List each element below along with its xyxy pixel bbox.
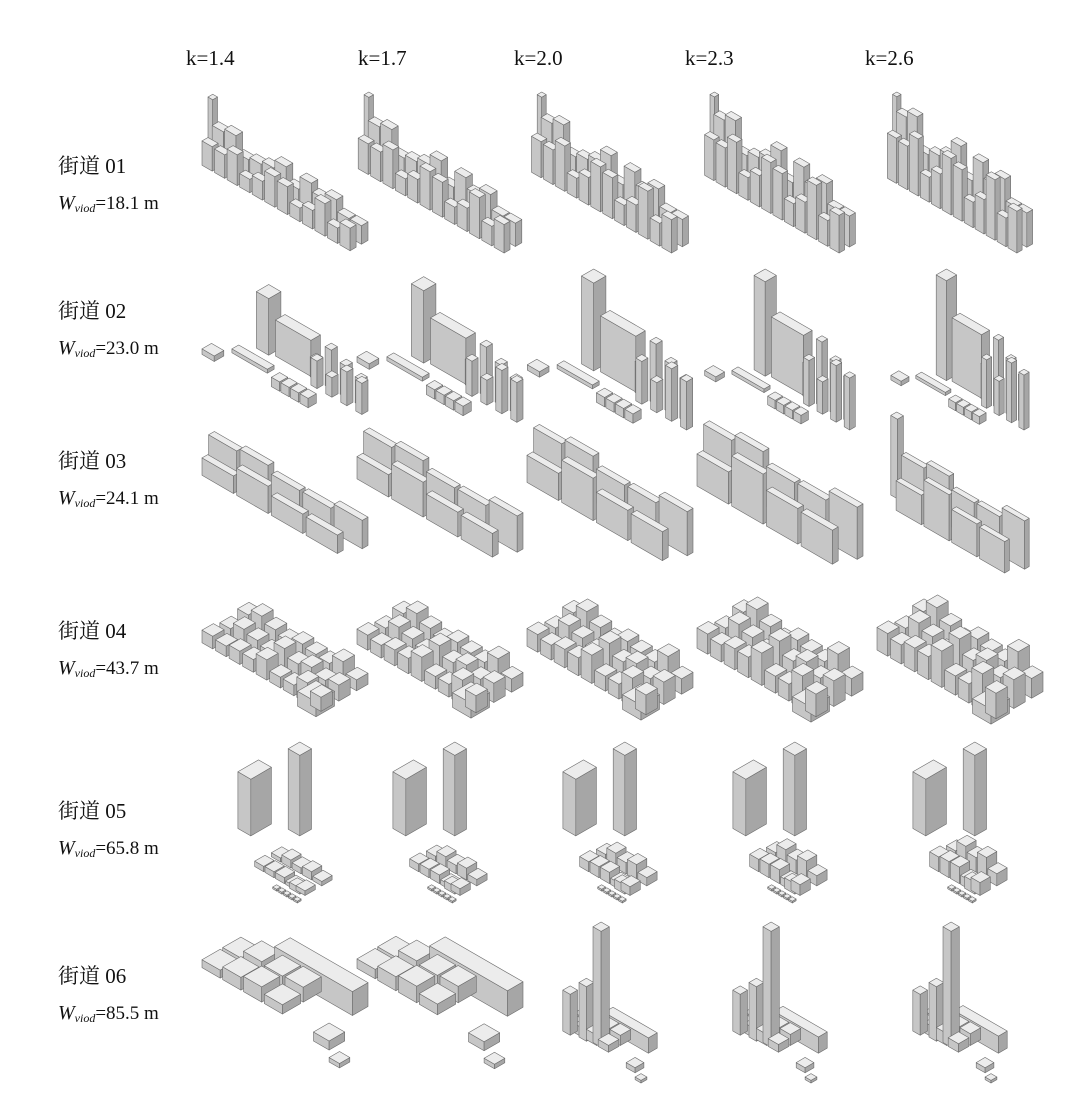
massing-model-街道-03-k1 <box>195 405 375 580</box>
massing-model-街道-05-k5 <box>870 735 1050 910</box>
massing-model-街道-05-k4 <box>690 735 870 910</box>
street-width: $W_{viod}=85.5$ m <box>58 1002 159 1025</box>
column-label-k2: k=1.7 <box>358 46 407 70</box>
massing-model-街道-03-k2 <box>350 405 530 580</box>
column-label-k5: k=2.6 <box>865 46 914 70</box>
massing-model-街道-01-k3 <box>520 85 700 260</box>
massing-model-街道-03-k4 <box>690 405 870 580</box>
street-name: 街道 04 <box>58 619 127 643</box>
massing-model-街道-01-k4 <box>690 85 870 260</box>
street-name: 街道 02 <box>58 299 127 323</box>
row-label-street-03 <box>58 445 208 511</box>
row-label-street-04 <box>58 615 208 681</box>
street-width: $W_{viod}=65.8$ m <box>58 837 159 860</box>
street-width: $W_{viod}=18.1$ m <box>58 192 159 215</box>
massing-model-街道-01-k2 <box>350 85 530 260</box>
street-name: 街道 06 <box>58 964 127 988</box>
massing-model-街道-05-k1 <box>195 735 375 910</box>
street-width: $W_{viod}=23.0$ m <box>58 337 159 360</box>
massing-model-街道-04-k3 <box>520 572 700 747</box>
street-name: 街道 01 <box>58 154 127 178</box>
massing-model-街道-01-k5 <box>870 85 1050 260</box>
massing-model-街道-03-k5 <box>870 405 1050 580</box>
massing-model-街道-06-k2 <box>350 915 530 1090</box>
massing-model-街道-04-k4 <box>690 572 870 747</box>
column-label-k4: k=2.3 <box>685 46 734 70</box>
row-label-street-06 <box>58 960 208 1026</box>
row-label-street-01 <box>58 150 208 216</box>
street-name: 街道 05 <box>58 799 127 823</box>
massing-model-街道-06-k1 <box>195 915 375 1090</box>
massing-model-街道-04-k2 <box>350 572 530 747</box>
row-label-street-02 <box>58 295 208 361</box>
massing-model-街道-01-k1 <box>195 85 375 260</box>
column-label-k3: k=2.0 <box>514 46 563 70</box>
massing-model-街道-06-k4 <box>690 915 870 1090</box>
street-width: $W_{viod}=43.7$ m <box>58 657 159 680</box>
row-label-street-05 <box>58 795 208 861</box>
massing-model-街道-04-k5 <box>870 572 1050 747</box>
column-label-k1: k=1.4 <box>186 46 235 70</box>
massing-model-街道-06-k5 <box>870 915 1050 1090</box>
massing-model-街道-05-k3 <box>520 735 700 910</box>
massing-model-街道-06-k3 <box>520 915 700 1090</box>
massing-model-街道-03-k3 <box>520 405 700 580</box>
street-name: 街道 03 <box>58 449 127 473</box>
massing-model-街道-04-k1 <box>195 572 375 747</box>
street-width: $W_{viod}=24.1$ m <box>58 487 159 510</box>
massing-model-街道-05-k2 <box>350 735 530 910</box>
